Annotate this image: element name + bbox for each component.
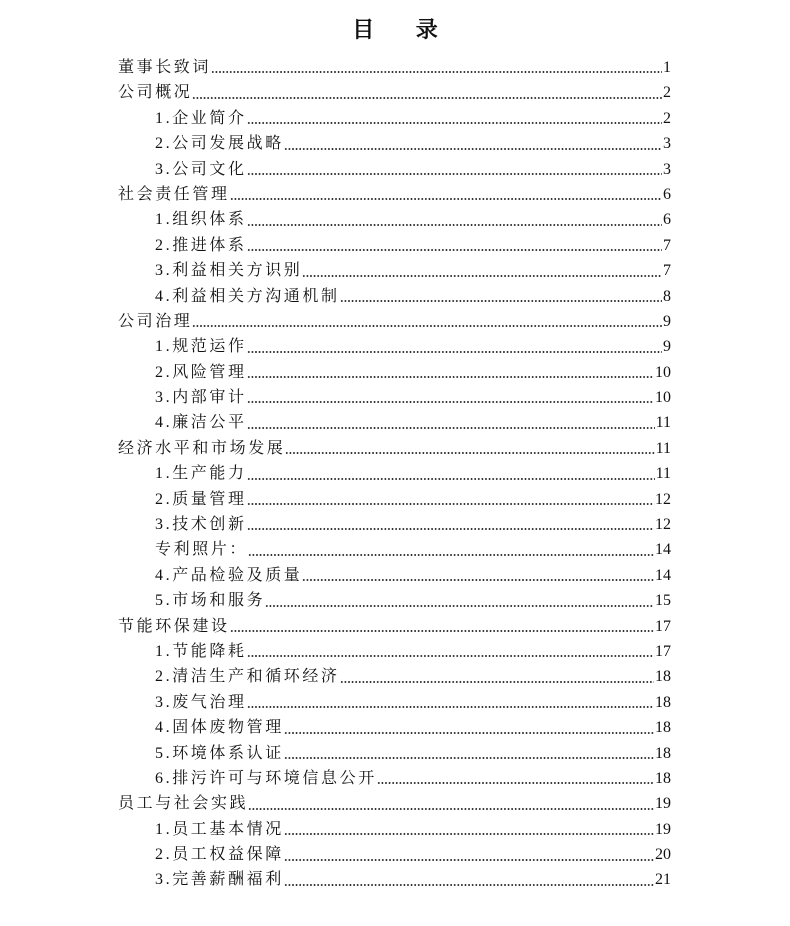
toc-dot-leader [284,858,654,862]
toc-subsection-entry [118,157,671,182]
toc-entry-label: 4.利益相关方沟通机制 [155,287,340,305]
toc-page-number: 18 [655,744,671,762]
toc-dot-leader [284,883,654,887]
toc-page-number: 18 [655,693,671,711]
toc-subsection-entry [118,766,671,791]
toc-subsection-entry [118,537,671,562]
toc-page-number: 21 [655,871,671,889]
toc-dot-leader [247,350,662,354]
toc-dot-leader [247,477,655,481]
toc-entry-label: 1.生产能力 [155,465,247,483]
toc-dot-leader [284,756,654,760]
toc-list [118,55,671,893]
toc-subsection-entry [118,461,671,486]
toc-subsection-entry [118,639,671,664]
toc-entry-label: 2.推进体系 [155,236,247,254]
toc-section-entry [118,55,671,80]
toc-entry-label: 2.质量管理 [155,490,247,508]
toc-subsection-entry [118,588,671,613]
toc-entry-label: 5.环境体系认证 [155,744,284,762]
toc-title: 目 录 [352,17,456,42]
toc-section-entry [118,791,671,816]
toc-dot-leader [247,527,654,531]
toc-subsection-entry [118,842,671,867]
toc-dot-leader [247,705,654,709]
toc-dot-leader [265,604,654,608]
toc-page-number: 11 [655,439,671,457]
toc-entry-label: 社会责任管理 [118,185,230,203]
toc-entry-label: 1.组织体系 [155,211,247,229]
toc-subsection-entry [118,106,671,131]
toc-subsection-entry [118,284,671,309]
toc-page-number: 8 [663,287,671,305]
toc-subsection-entry [118,741,671,766]
toc-entry-label: 6.排污许可与环境信息公开 [155,769,377,787]
toc-dot-leader [192,96,662,100]
toc-page-number: 3 [663,160,671,178]
toc-subsection-entry [118,233,671,258]
toc-dot-leader [284,731,654,735]
toc-dot-leader [248,807,654,811]
toc-dot-leader [340,299,662,303]
toc-entry-label: 4.产品检验及质量 [155,566,303,584]
toc-entry-label: 1.节能降耗 [155,642,247,660]
toc-page-number: 18 [655,719,671,737]
toc-dot-leader [247,654,654,658]
toc-entry-label: 1.企业简介 [155,109,247,127]
toc-entry-label: 4.固体废物管理 [155,719,284,737]
toc-subsection-entry [118,664,671,689]
toc-page-number: 19 [655,795,671,813]
toc-dot-leader [247,502,654,506]
toc-subsection-entry [118,385,671,410]
toc-page-number: 18 [655,668,671,686]
toc-subsection-entry [118,258,671,283]
toc-page-number: 6 [663,185,671,203]
toc-page-number: 2 [663,84,671,102]
toc-dot-leader [192,324,662,328]
toc-entry-label: 4.廉洁公平 [155,414,247,432]
toc-entry-label: 3.完善薪酬福利 [155,871,284,889]
toc-page-number: 17 [655,617,671,635]
toc-dot-leader [247,172,662,176]
toc-page-number: 6 [663,211,671,229]
toc-section-entry [118,436,671,461]
toc-dot-leader [247,121,662,125]
toc-page-number: 7 [663,262,671,280]
toc-dot-leader [285,451,654,455]
toc-section-entry [118,614,671,639]
toc-subsection-entry [118,410,671,435]
toc-page-number: 11 [655,414,671,432]
toc-dot-leader [284,832,654,836]
toc-dot-leader [247,375,654,379]
toc-dot-leader [247,400,654,404]
toc-page-number: 12 [655,516,671,534]
toc-page-number: 3 [663,135,671,153]
toc-subsection-entry [118,487,671,512]
toc-subsection-entry [118,131,671,156]
toc-dot-leader [230,629,654,633]
toc-entry-label: 1.员工基本情况 [155,820,284,838]
toc-entry-label: 节能环保建设 [118,617,230,635]
toc-dot-leader [377,781,654,785]
toc-dot-leader [248,553,654,557]
toc-entry-label: 2.员工权益保障 [155,846,284,864]
toc-page-number: 18 [655,769,671,787]
toc-dot-leader [284,147,662,151]
toc-page-number: 9 [663,312,671,330]
toc-dot-leader [247,248,662,252]
toc-page-number: 2 [663,109,671,127]
toc-subsection-entry [118,563,671,588]
toc-page-number: 9 [663,338,671,356]
toc-entry-label: 经济水平和市场发展 [118,439,286,457]
toc-section-entry [118,309,671,334]
toc-subsection-entry [118,207,671,232]
toc-page-number: 10 [655,363,671,381]
toc-entry-label: 3.技术创新 [155,516,247,534]
toc-subsection-entry [118,512,671,537]
toc-section-entry [118,182,671,207]
toc-dot-leader [302,274,662,278]
toc-page-number: 10 [655,389,671,407]
toc-page-number: 19 [655,820,671,838]
toc-entry-label: 1.规范运作 [155,338,247,356]
toc-dot-leader [211,70,662,74]
toc-entry-label: 3.公司文化 [155,160,247,178]
toc-entry-label: 公司概况 [118,84,193,102]
toc-entry-label: 3.利益相关方识别 [155,262,303,280]
toc-section-entry [118,80,671,105]
toc-entry-label: 2.清洁生产和循环经济 [155,668,340,686]
toc-page-number: 17 [655,642,671,660]
toc-dot-leader [247,223,662,227]
toc-entry-label: 员工与社会实践 [118,795,249,813]
toc-dot-leader [230,197,662,201]
toc-page-number: 7 [663,236,671,254]
toc-subsection-entry [118,690,671,715]
toc-page-number: 20 [655,846,671,864]
toc-subsection-entry [118,715,671,740]
toc-entry-label: 3.内部审计 [155,389,247,407]
toc-page-number: 14 [655,566,671,584]
toc-entry-label: 公司治理 [118,312,193,330]
toc-entry-label: 5.市场和服务 [155,592,266,610]
toc-subsection-entry [118,817,671,842]
toc-entry-label: 3.废气治理 [155,693,247,711]
toc-page-number: 12 [655,490,671,508]
toc-dot-leader [302,578,654,582]
toc-entry-label: 2.公司发展战略 [155,135,284,153]
toc-subsection-entry [118,868,671,893]
toc-entry-label: 2.风险管理 [155,363,247,381]
toc-page-number: 1 [663,58,671,76]
toc-dot-leader [247,426,655,430]
toc-dot-leader [340,680,654,684]
toc-page-number: 14 [655,541,671,559]
toc-subsection-entry [118,334,671,359]
toc-page-number: 11 [655,465,671,483]
toc-page-number: 15 [655,592,671,610]
toc-entry-label: 专利照片： [155,541,249,559]
toc-subsection-entry [118,360,671,385]
toc-entry-label: 董事长致词 [118,58,212,76]
